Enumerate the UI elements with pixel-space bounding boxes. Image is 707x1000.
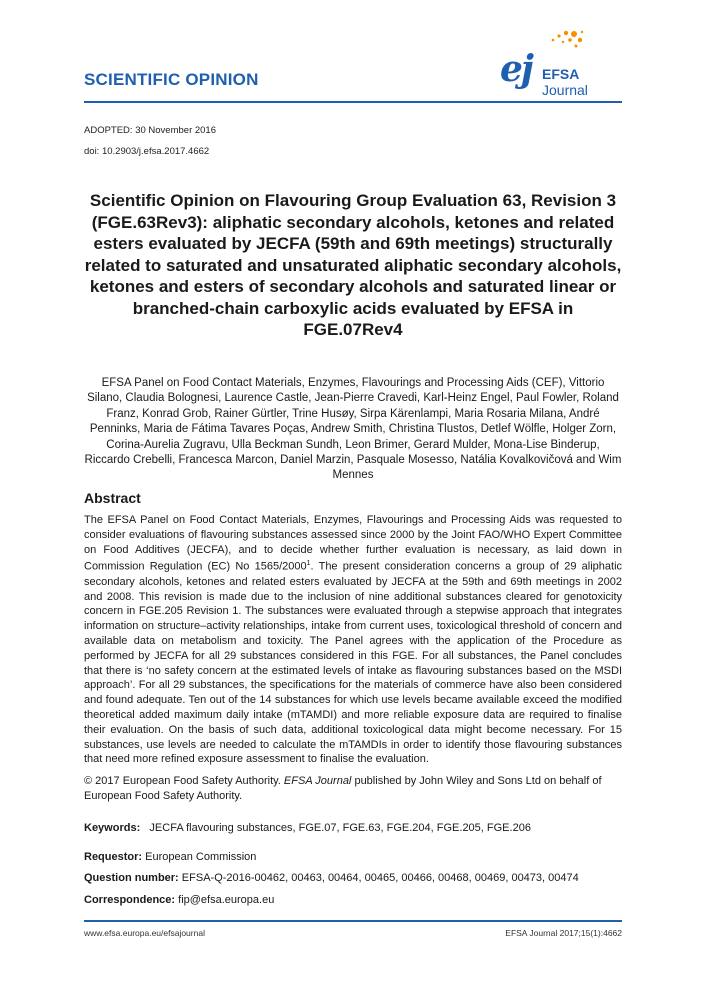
copyright-journal: EFSA Journal <box>283 775 352 787</box>
copyright-notice <box>84 774 622 804</box>
doi: doi: 10.2903/j.efsa.2017.4662 <box>84 146 210 157</box>
footer-divider <box>84 920 622 922</box>
requestor <box>84 851 256 863</box>
logo-brand: EFSA <box>542 66 580 82</box>
keywords-label: Keywords: <box>84 822 141 834</box>
efsa-journal-logo <box>496 30 626 100</box>
author-list: EFSA Panel on Food Contact Materials, Enzymes, Flavourings and Processing Aids (CEF), Vittorio Silano, Claudia Bolognesi, Laurence Castle, Jean-Pierre Cravedi, Karl-Heinz Engel, Paul Fowler, Roland Franz, Konrad Grob, Rainer Gürtler, Trine Husøy, Sirpa Kärenlampi, Maria Rosaria Milana, André Penninks, Maria de Fátima Tavares Poças, Andrew Smith, Christina Tlustos, Detlef Wölfle, Holger Zorn, Corina-Aurelia Zugravu, Ulla Beckman Sundh, Leon Brimer, Gerard Mulder, Mona-Lise Binderup, Riccardo Crebelli, Francesca Marcon, Daniel Marzin, Pasquale Mosesso, Natália Kovalkovičová and Wim Mennes <box>84 377 622 482</box>
requestor-label: Requestor: <box>84 851 143 863</box>
correspondence-label: Correspondence: <box>84 894 176 906</box>
footnote-mark[interactable]: 1 <box>306 560 311 568</box>
footer-url[interactable]: www.efsa.europa.eu/efsajournal <box>84 928 205 938</box>
logo-stars-icon <box>526 30 586 54</box>
section-title: SCIENTIFIC OPINION <box>84 70 259 89</box>
question-number <box>84 872 579 884</box>
header-divider <box>84 101 622 103</box>
footer-citation: EFSA Journal 2017;15(1):4662 <box>505 928 622 938</box>
keywords <box>84 822 531 834</box>
correspondence <box>84 894 274 906</box>
adopted-date: ADOPTED: 30 November 2016 <box>84 125 217 136</box>
keywords-value: JECFA flavouring substances, FGE.07, FGE.63, FGE.204, FGE.205, FGE.206 <box>149 822 531 834</box>
logo-text <box>542 66 626 98</box>
logo-mark: ej <box>500 48 532 90</box>
abstract-text-1: The EFSA Panel on Food Contact Materials, Enzymes, Flavourings and Processing Aids was requested to consider evaluations of flavouring substances assessed since 2000 by the Joint FAO/WHO Expert Committee on Food Additives (JECFA), and to decide whether further evaluation is necessary, as laid down in Commission Regulation (EC) No 1565/2000 <box>84 514 622 574</box>
question-number-label: Question number: <box>84 872 179 884</box>
correspondence-email[interactable]: fip@efsa.europa.eu <box>178 894 275 906</box>
copyright-text-1: © 2017 European Food Safety Authority. <box>84 775 284 787</box>
question-number-value: EFSA-Q-2016-00462, 00463, 00464, 00465, 00466, 00468, 00469, 00473, 00474 <box>181 872 579 884</box>
abstract-text-2: . The present consideration concerns a group of 29 aliphatic secondary alcohols, ketones and related esters evaluated by JECFA at the 59th and 69th meetings in 2002 and 2008. This revision is made due to the inclusion of nine additional substances cleared for genotoxicity concern in FGE.205 Revision 1. The substances were evaluated through a stepwise approach that integrates information on structure–activity relationships, intake from current uses, toxicological threshold of concern and available data on metabolism and toxicity. The Panel agrees with the application of the Procedure as performed by JECFA for all 29 substances considered in this FGE. For all substances, the Panel concludes that there is ‘no safety concern at the estimated levels of intake as flavouring substances based on the MSDI approach’. For all 29 substances, the specifications for the materials of commerce have also been considered and found adequate. Ten out of the 14 substances for which use levels became available exceed the modified theoretical added maximum daily intake (mTAMDI) and more reliable exposure data are required to finalise their evaluation. On the basis of such data, additional toxicological data might become necessary. For 15 substances, use levels are needed to calculate the mTAMDIs in order to identify those flavouring substances that need more refined exposure assessment to finalise the evaluation. <box>84 561 623 766</box>
requestor-value: European Commission <box>145 851 257 863</box>
copyright-text-2: published by John Wiley and Sons Ltd on behalf of European Food Safety Authority. <box>84 775 602 802</box>
paper-title: Scientific Opinion on Flavouring Group Evaluation 63, Revision 3 (FGE.63Rev3): aliphatic secondary alcohols, ketones and related esters evaluated by JECFA (59th and 69th meetings) structurally related to saturated and unsaturated aliphatic secondary alcohols, ketones and esters of secondary alcohols and saturated linear or branched-chain carboxylic acids evaluated by EFSA in FGE.07Rev4 <box>84 191 622 339</box>
abstract-heading: Abstract <box>84 490 141 506</box>
abstract-body <box>84 513 622 767</box>
logo-journal: Journal <box>542 82 588 98</box>
